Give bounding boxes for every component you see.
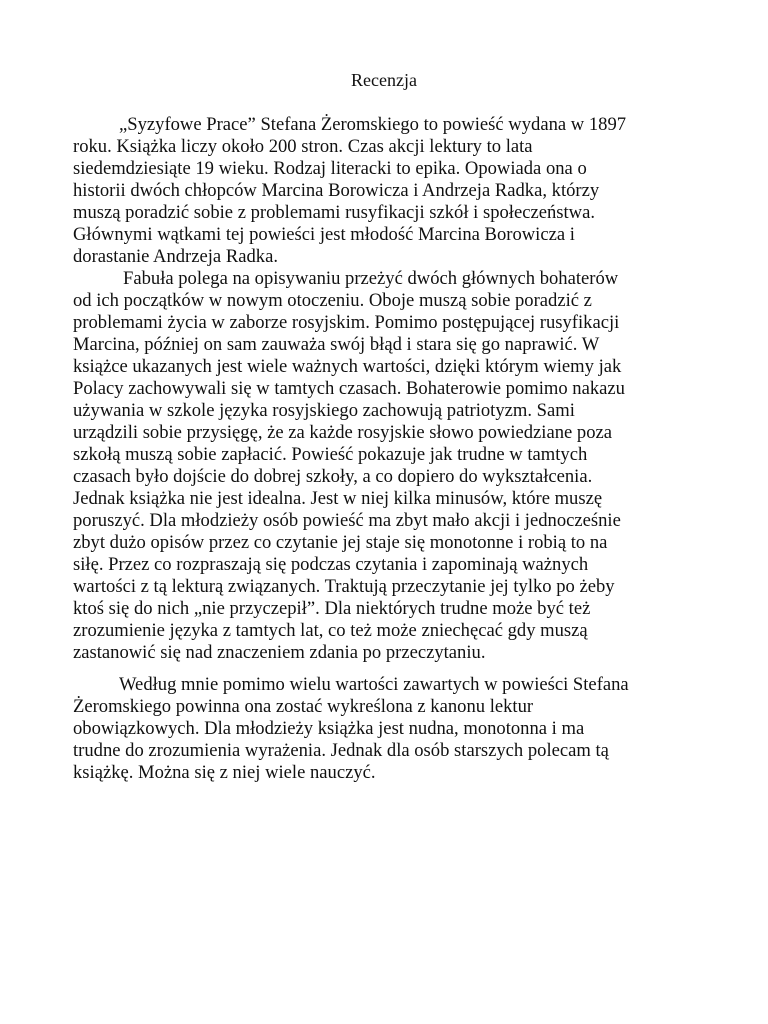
text-line: zbyt dużo opisów przez co czytanie jej staje się monotonne i robią to na: [73, 532, 608, 553]
text-line: od ich początków w nowym otoczeniu. Oboje muszą sobie poradzić z: [73, 290, 592, 311]
text-line: czasach było dojście do dobrej szkoły, a co dopiero do wykształcenia.: [73, 466, 593, 487]
text-line: Według mnie pomimo wielu wartości zawartych w powieści Stefana: [119, 674, 629, 695]
text-line: Fabuła polega na opisywaniu przeżyć dwóch głównych bohaterów: [123, 268, 619, 289]
text-line: roku. Książka liczy około 200 stron. Czas akcji lektury to lata: [73, 136, 533, 157]
text-line: Jednak książka nie jest idealna. Jest w niej kilka minusów, które muszę: [73, 488, 603, 509]
text-line: siłę. Przez co rozpraszają się podczas czytania i zapominają ważnych: [73, 554, 589, 575]
text-line: szkołą muszą sobie zapłacić. Powieść pokazuje jak trudne w tamtych: [73, 444, 588, 465]
text-line: książce ukazanych jest wiele ważnych wartości, dzięki którym wiemy jak: [73, 356, 622, 377]
text-line: wartości z tą lekturą związanych. Traktują przeczytanie jej tylko po żeby: [73, 576, 615, 597]
text-line: urządzili sobie przysięgę, że za każde rosyjskie słowo powiedziane poza: [73, 422, 613, 443]
text-line: „Syzyfowe Prace” Stefana Żeromskiego to powieść wydana w 1897: [119, 114, 627, 135]
text-line: używania w szkole języka rosyjskiego zachowują patriotyzm. Sami: [73, 400, 575, 421]
text-line: siedemdziesiąte 19 wieku. Rodzaj literacki to epika. Opowiada ona o: [73, 158, 587, 179]
document-title: Recenzja: [351, 70, 417, 90]
text-line: problemami życia w zaborze rosyjskim. Pomimo postępującej rusyfikacji: [73, 312, 620, 333]
text-line: Żeromskiego powinna ona zostać wykreślona z kanonu lektur: [73, 696, 534, 717]
text-line: dorastanie Andrzeja Radka.: [73, 246, 278, 267]
text-line: historii dwóch chłopców Marcina Borowicza i Andrzeja Radka, którzy: [73, 180, 600, 201]
text-line: zastanowić się nad znaczeniem zdania po przeczytaniu.: [73, 642, 486, 663]
text-line: Marcina, później on sam zauważa swój błąd i stara się go naprawić. W: [73, 334, 600, 355]
text-line: muszą poradzić sobie z problemami rusyfikacji szkół i społeczeństwa.: [73, 202, 596, 223]
text-line: poruszyć. Dla młodzieży osób powieść ma zbyt mało akcji i jednocześnie: [73, 510, 621, 531]
text-line: Polacy zachowywali się w tamtych czasach. Bohaterowie pomimo nakazu: [73, 378, 625, 399]
text-line: zrozumienie języka z tamtych lat, co też może zniechęcać gdy muszą: [73, 620, 588, 641]
text-line: trudne do zrozumienia wyrażenia. Jednak dla osób starszych polecam tą: [73, 740, 609, 761]
text-line: Głównymi wątkami tej powieści jest młodość Marcina Borowicza i: [73, 224, 575, 245]
text-line: ktoś się do nich „nie przyczepił”. Dla niektórych trudne może być też: [73, 598, 591, 619]
text-line: książkę. Można się z niej wiele nauczyć.: [73, 762, 376, 783]
text-line: obowiązkowych. Dla młodzieży książka jest nudna, monotonna i ma: [73, 718, 585, 739]
